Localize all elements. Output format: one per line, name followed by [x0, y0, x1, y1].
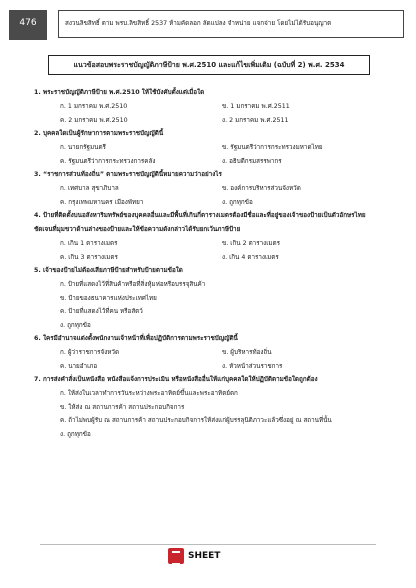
option-c: ค. รัฐมนตรีว่าการกระทรวงการคลัง — [60, 157, 156, 165]
copyright-notice: สงวนลิขสิทธิ์ ตาม พรบ.ลิขสิทธิ์ 2537 ห้ามคัดลอก ลัดแปลง จำหน่าย แจกจ่าย โดยไม่ได้รับอนุญาต — [58, 10, 404, 38]
option-a: ก. นายกรัฐมนตรี — [60, 144, 106, 151]
question-text: 2. บุคคลใดเป็นผู้รักษาการตามพระราชบัญญัตินี้ — [34, 130, 164, 137]
option-b: ข. 1 มกราคม พ.ศ.2511 — [222, 103, 290, 110]
option-c: ค. 2 มกราคม พ.ศ.2510 — [60, 116, 128, 124]
option-a: ก. ผู้ว่าราชการจังหวัด — [60, 349, 120, 356]
option-d: ง. หัวหน้าส่วนราชการ — [222, 362, 283, 370]
option-b: ข. องค์การบริหารส่วนจังหวัด — [222, 185, 301, 192]
question-item — [34, 264, 384, 332]
question-item — [34, 332, 384, 373]
option-a: ก. เทศบาล สุขาภิบาล — [60, 185, 119, 192]
option-b: ข. ผู้บริหารท้องถิ่น — [222, 349, 272, 356]
footer-logo — [168, 548, 220, 564]
logo-text: SHEET — [188, 551, 221, 561]
question-list — [34, 86, 384, 441]
question-text: 6. ใครมีอำนาจแต่งตั้งพนักงานเจ้าหน้าที่เพื่อปฏิบัติการตามพระราชบัญญัตินี้ — [34, 335, 238, 342]
question-item — [34, 209, 384, 264]
option-d: ง. 2 มกราคม พ.ศ.2511 — [222, 116, 289, 124]
option-c: ค. เกิน 3 ตารางเมตร — [60, 253, 118, 261]
page-number: 476 — [9, 10, 47, 40]
option-d: ง. อธิบดีกรมสรรพากร — [222, 157, 282, 165]
option-b: ข. ป้ายของธนาคารแห่งประเทศไทย — [60, 294, 157, 302]
question-text: 4. ป้ายที่ติดตั้งบนอสังหาริมทรัพย์ของบุคคลอื่นและมีพื้นที่เกินกี่ตารางเมตรต้องมีชื่อและที่อยู่ของเจ้าของป้ายเป็นตัวอักษรไทยชัดเจนที่มุมขวาด้านล่างของป้ายและให้ข้อความดังกล่าวได้รับยกเว้นภาษีป้าย — [34, 212, 366, 233]
option-d: ง. ถูกทุกข้อ — [60, 430, 91, 438]
question-text: 1. พระราชบัญญัติภาษีป้าย พ.ศ.2510 ให้ใช้บังคับตั้งแต่เมื่อใด — [34, 89, 205, 96]
question-item — [34, 86, 384, 127]
option-c: ค. ป้ายที่แสดงไว้ที่คน หรือสัตว์ — [60, 308, 143, 315]
question-item — [34, 127, 384, 168]
option-c: ค. ถ้าไม่พบผู้รับ ณ สถานการค้า สถานประกอบกิจการให้ส่งแก่ผู้บรรลุนิติภาวะแล้วซึ่งอยู่ ณ สถานที่นั้น — [60, 417, 332, 424]
option-c: ค. กรุงเทพมหานคร เมืองพัทยา — [60, 198, 144, 206]
option-d: ง. เกิน 4 ตารางเมตร — [222, 253, 279, 261]
option-b: ข. เกิน 2 ตารางเมตร — [222, 240, 280, 247]
option-c: ค. นายอำเภอ — [60, 362, 98, 370]
option-a: ก. 1 มกราคม พ.ศ.2510 — [60, 103, 128, 110]
option-a: ก. ป้ายที่แสดงไว้ที่สินค้าหรือที่สิ่งหุ้มห่อหรือบรรจุสินค้า — [60, 281, 206, 288]
exam-title: แนวข้อสอบพระราชบัญญัติภาษีป้าย พ.ศ.2510 และแก้ไขเพิ่มเติม (ฉบับที่ 2) พ.ศ. 2534 — [48, 55, 370, 75]
sheet-logo-icon — [168, 548, 184, 564]
question-item — [34, 373, 384, 441]
option-b: ข. รัฐมนตรีว่าการกระทรวงมหาดไทย — [222, 144, 323, 151]
option-a: ก. เกิน 1 ตารางเมตร — [60, 240, 118, 247]
option-a: ก. ให้ส่งในเวลาทำการวันระหว่างพระอาทิตย์ขึ้นและพระอาทิตย์ตก — [60, 390, 238, 397]
option-b: ข. ให้ส่ง ณ สถานการค้า สถานประกอบกิจการ — [60, 403, 185, 411]
question-item — [34, 168, 384, 209]
footer-divider — [40, 544, 376, 545]
question-text: 7. การส่งคำสั่งเป็นหนังสือ หนังสือแจ้งการประเมิน หรือหนังสืออื่นให้แก่บุคคลใดให้ปฏิบัติตามข้อใดถูกต้อง — [34, 376, 318, 383]
option-d: ง. ถูกทุกข้อ — [60, 321, 91, 329]
question-text: 5. เจ้าของป้ายไม่ต้องเสียภาษีป้ายสำหรับป้ายตามข้อใด — [34, 267, 183, 274]
question-text: 3. “ราชการส่วนท้องถิ่น” ตามพระราชบัญญัตินี้หมายความว่าอย่างไร — [34, 171, 222, 178]
option-d: ง. ถูกทุกข้อ — [222, 198, 253, 206]
